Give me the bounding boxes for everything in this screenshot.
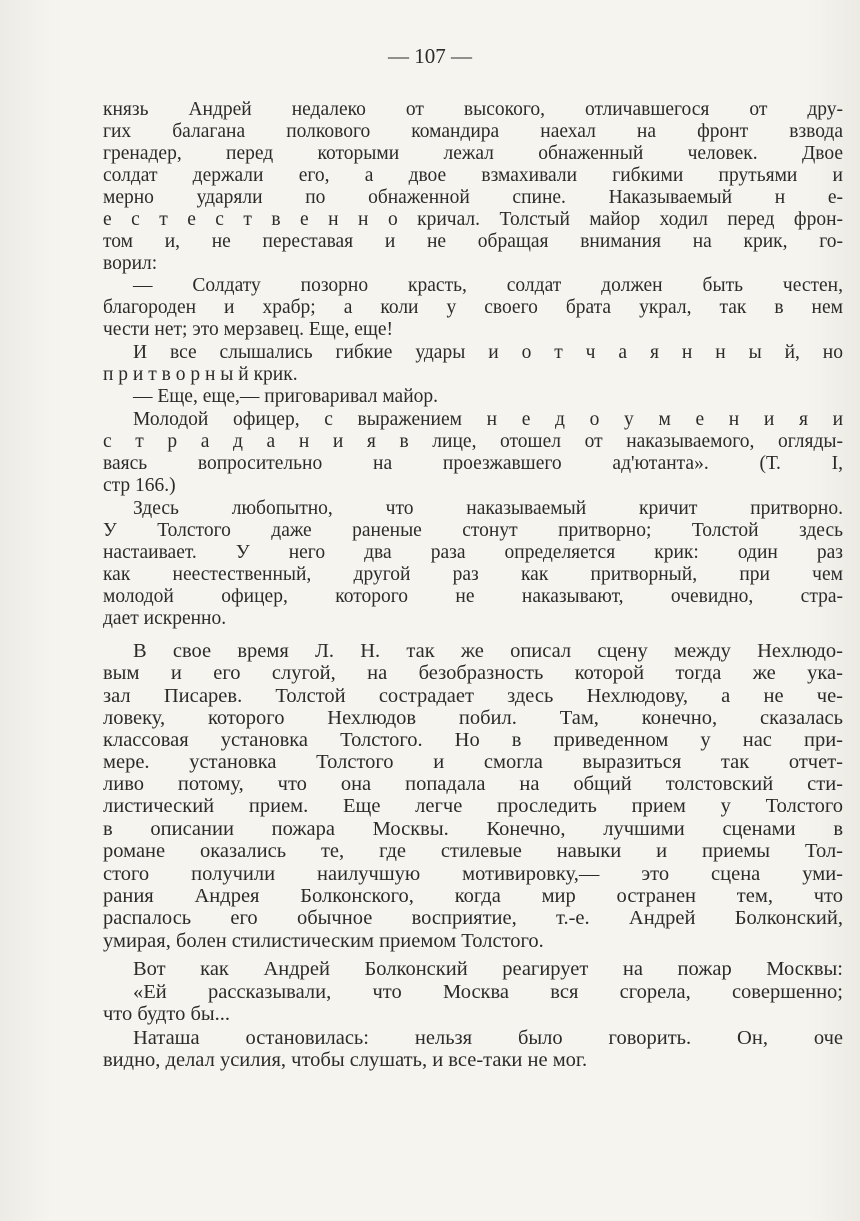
text-line: с т р а д а н и я в лице, отошел от наказываемого, огляды- <box>103 431 843 452</box>
text-line: — Солдату позорно красть, солдат должен быть честен, <box>133 275 843 296</box>
text-line: листический прием. Еще легче проследить прием у Толстого <box>103 795 843 817</box>
text-line: зал Писарев. Толстой сострадает здесь Нехлюдову, а не че- <box>103 685 843 707</box>
text-line: ливо потому, что она попадала на общий толстовский сти- <box>103 773 843 795</box>
text-line: как неестественный, другой раз как притворный, при чем <box>103 564 843 585</box>
text-line: е с т е с т в е н н о кричал. Толстый майор ходил перед фрон- <box>103 209 843 230</box>
text-line: У Толстого даже раненые стонут притворно; Толстой здесь <box>103 520 843 541</box>
text-line: ваясь вопросительно на проезжавшего ад'ютанта». (Т. I, <box>103 453 843 474</box>
text-line: романе оказались те, где стилевые навыки и приемы Тол- <box>103 840 843 862</box>
text-line: настаивает. У него два раза определяется крик: один раз <box>103 542 843 563</box>
text-line: гренадер, перед которыми лежал обнаженный человек. Двое <box>103 143 843 164</box>
text-line: Вот как Андрей Болконский реагирует на пожар Москвы: <box>133 958 843 980</box>
text-line: в описании пожара Москвы. Конечно, лучшими сценами в <box>103 818 843 840</box>
text-line: молодой офицер, которого не наказывают, очевидно, стра- <box>103 586 843 607</box>
text-line: что будто бы... <box>103 1003 231 1025</box>
text-line: «Ей рассказывали, что Москва вся сгорела, совершенно; <box>133 981 843 1003</box>
text-line: ворил: <box>103 253 158 274</box>
page-number: — 107 — <box>388 44 472 68</box>
text-line: дает искренно. <box>103 608 227 629</box>
text-line: И все слышались гибкие удары и о т ч а я н н ы й, но <box>133 342 843 363</box>
text-line: благороден и храбр; а коли у своего брата украл, так в нем <box>103 297 843 318</box>
text-line: стр 166.) <box>103 475 176 496</box>
text-line: Здесь любопытно, что наказываемый кричит притворно. <box>133 498 843 519</box>
text-line: стого получили наилучшую мотивировку,— это сцена уми- <box>103 863 843 885</box>
text-line: умирая, болен стилистическим приемом Толстого. <box>103 930 544 952</box>
text-line: вым и его слугой, на безобразность которой тогда же ука- <box>103 662 843 684</box>
text-line: том и, не переставая и не обращая внимания на крик, го- <box>103 231 843 252</box>
text-line: В свое время Л. Н. так же описал сцену между Нехлюдо- <box>133 640 843 662</box>
text-line: мере. установка Толстого и смогла выразиться так отчет- <box>103 751 843 773</box>
text-line: ловеку, которого Нехлюдов побил. Там, конечно, сказалась <box>103 707 843 729</box>
text-line: Молодой офицер, с выражением н е д о у м е н и я и <box>133 409 843 430</box>
text-line: солдат держали его, а двое взмахивали гибкими прутьями и <box>103 165 843 186</box>
text-line: классовая установка Толстого. Но в приведенном у нас при- <box>103 729 843 751</box>
text-line: чести нет; это мерзавец. Еще, еще! <box>103 319 394 340</box>
text-line: — Еще, еще,— приговаривал майор. <box>133 386 439 407</box>
text-line: видно, делал усилия, чтобы слушать, и все-таки не мог. <box>103 1049 588 1071</box>
text-line: рания Андрея Болконского, когда мир остранен тем, что <box>103 885 843 907</box>
text-line: распалось его обычное восприятие, т.-е. Андрей Болконский, <box>103 907 843 929</box>
text-line: Наташа остановилась: нельзя было говорить. Он, оче <box>133 1027 843 1049</box>
text-line: п р и т в о р н ы й крик. <box>103 364 298 385</box>
text-line: князь Андрей недалеко от высокого, отличавшегося от дру- <box>103 99 843 120</box>
text-line: мерно ударяли по обнаженной спине. Наказываемый н е- <box>103 187 843 208</box>
text-line: гих балагана полкового командира наехал на фронт взвода <box>103 121 843 142</box>
